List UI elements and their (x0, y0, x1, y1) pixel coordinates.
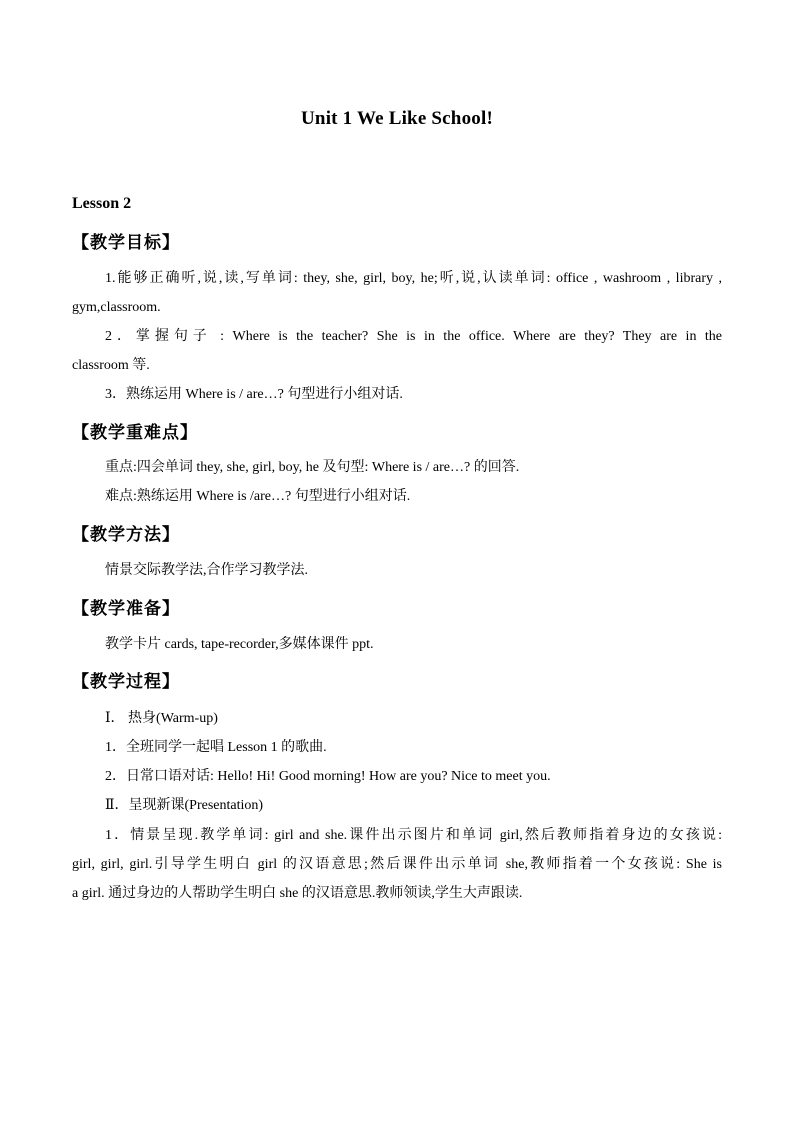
text-line: Ⅰ． 热身(Warm-up) (105, 711, 218, 726)
text-line: 情景交际教学法,合作学习教学法. (105, 563, 308, 578)
section-heading-objectives: 【教学目标】 (72, 233, 180, 253)
lesson-heading: Lesson 2 (72, 195, 132, 212)
text-line: gym,classroom. (72, 300, 161, 315)
text-line: a girl. 通过身边的人帮助学生明白 she 的汉语意思.教师领读,学生大声跟读. (72, 886, 523, 901)
text-line: classroom 等. (72, 358, 150, 373)
section-heading-key-points: 【教学重难点】 (72, 423, 198, 443)
text-line: 2．掌握句子 : Where is the teacher? She is in the office. Where are they? They are in the (105, 329, 722, 344)
text-line: 重点:四会单词 they, she, girl, boy, he 及句型: Where is / are…? 的回答. (105, 460, 520, 475)
text-line: 1．全班同学一起唱 Lesson 1 的歌曲. (105, 740, 327, 755)
text-line: 1．情景呈现.教学单词: girl and she.课件出示图片和单词 girl,然后教师指着身边的女孩说: (105, 828, 722, 843)
section-heading-preparation: 【教学准备】 (72, 599, 180, 619)
text-line: 难点:熟练运用 Where is /are…? 句型进行小组对话. (105, 489, 411, 504)
section-heading-process: 【教学过程】 (72, 672, 180, 692)
document-title: Unit 1 We Like School! (301, 108, 493, 129)
text-line: girl, girl, girl.引导学生明白 girl 的汉语意思;然后课件出示单词 she,教师指着一个女孩说: She is (72, 857, 722, 872)
section-heading-methods: 【教学方法】 (72, 525, 180, 545)
text-line: Ⅱ．呈现新课(Presentation) (105, 798, 264, 813)
text-line: 2．日常口语对话: Hello! Hi! Good morning! How are you? Nice to meet you. (105, 769, 551, 784)
text-line: 教学卡片 cards, tape-recorder,多媒体课件 ppt. (105, 637, 374, 652)
text-line: 1.能够正确听,说,读,写单词: they, she, girl, boy, he;听,说,认读单词: office , washroom , library , (105, 271, 722, 286)
text-line: 3．熟练运用 Where is / are…? 句型进行小组对话. (105, 387, 403, 402)
